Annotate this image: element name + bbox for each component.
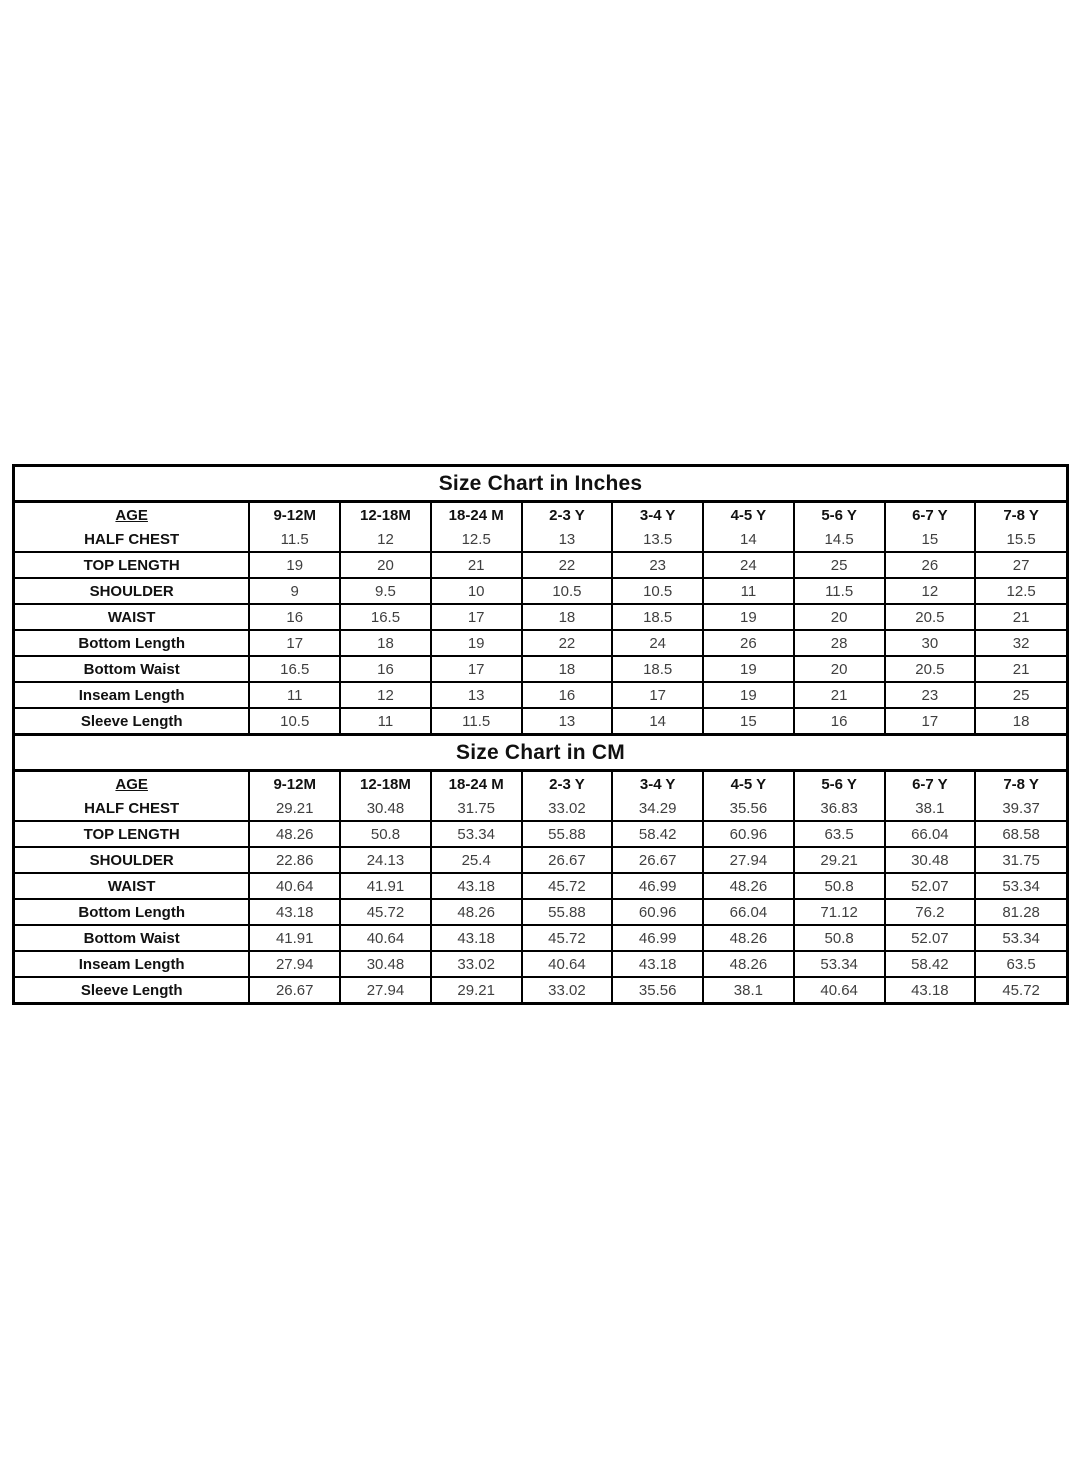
value-cell: 10.5 <box>522 578 613 604</box>
value-cell: 15 <box>703 708 794 733</box>
value-cell: 22 <box>522 630 613 656</box>
value-cell: 58.42 <box>885 951 976 977</box>
value-cell: 12.5 <box>431 527 522 552</box>
value-cell: 15 <box>885 527 976 552</box>
column-header: 12-18M <box>340 772 431 796</box>
value-cell: 45.72 <box>340 899 431 925</box>
value-cell: 66.04 <box>885 821 976 847</box>
value-cell: 36.83 <box>794 796 885 821</box>
value-cell: 12 <box>340 527 431 552</box>
size-table <box>15 503 1066 733</box>
value-cell: 23 <box>612 552 703 578</box>
column-header: 4-5 Y <box>703 772 794 796</box>
row-label: Bottom Waist <box>15 656 249 682</box>
value-cell: 45.72 <box>522 873 613 899</box>
value-cell: 24 <box>703 552 794 578</box>
row-label: HALF CHEST <box>15 796 249 821</box>
column-header: 3-4 Y <box>612 772 703 796</box>
value-cell: 11 <box>703 578 794 604</box>
row-label: Bottom Waist <box>15 925 249 951</box>
table-row <box>15 873 1066 899</box>
row-label: Bottom Length <box>15 899 249 925</box>
value-cell: 33.02 <box>522 977 613 1002</box>
table-title: Size Chart in CM <box>15 736 1066 772</box>
value-cell: 12 <box>885 578 976 604</box>
value-cell: 63.5 <box>975 951 1066 977</box>
value-cell: 20.5 <box>885 656 976 682</box>
value-cell: 52.07 <box>885 873 976 899</box>
value-cell: 68.58 <box>975 821 1066 847</box>
value-cell: 26 <box>703 630 794 656</box>
value-cell: 30.48 <box>885 847 976 873</box>
value-cell: 35.56 <box>703 796 794 821</box>
row-label: SHOULDER <box>15 847 249 873</box>
value-cell: 19 <box>703 682 794 708</box>
value-cell: 43.18 <box>612 951 703 977</box>
age-header: AGE <box>15 772 249 796</box>
value-cell: 28 <box>794 630 885 656</box>
row-label: Inseam Length <box>15 951 249 977</box>
value-cell: 19 <box>703 604 794 630</box>
row-label: WAIST <box>15 604 249 630</box>
value-cell: 11 <box>340 708 431 733</box>
value-cell: 13.5 <box>612 527 703 552</box>
value-cell: 16 <box>249 604 340 630</box>
value-cell: 10.5 <box>612 578 703 604</box>
value-cell: 33.02 <box>522 796 613 821</box>
value-cell: 55.88 <box>522 821 613 847</box>
value-cell: 9.5 <box>340 578 431 604</box>
value-cell: 40.64 <box>794 977 885 1002</box>
value-cell: 50.8 <box>340 821 431 847</box>
value-cell: 21 <box>975 656 1066 682</box>
value-cell: 13 <box>522 708 613 733</box>
value-cell: 25 <box>975 682 1066 708</box>
column-header: 4-5 Y <box>703 503 794 527</box>
column-header: 2-3 Y <box>522 503 613 527</box>
value-cell: 45.72 <box>975 977 1066 1002</box>
value-cell: 31.75 <box>975 847 1066 873</box>
value-cell: 27.94 <box>340 977 431 1002</box>
value-cell: 24.13 <box>340 847 431 873</box>
size-chart <box>12 464 1069 1005</box>
value-cell: 19 <box>703 656 794 682</box>
value-cell: 16 <box>794 708 885 733</box>
value-cell: 31.75 <box>431 796 522 821</box>
value-cell: 41.91 <box>340 873 431 899</box>
value-cell: 60.96 <box>703 821 794 847</box>
table-row <box>15 925 1066 951</box>
value-cell: 18 <box>975 708 1066 733</box>
value-cell: 63.5 <box>794 821 885 847</box>
value-cell: 11.5 <box>249 527 340 552</box>
value-cell: 13 <box>522 527 613 552</box>
value-cell: 17 <box>431 656 522 682</box>
value-cell: 25 <box>794 552 885 578</box>
value-cell: 30.48 <box>340 796 431 821</box>
value-cell: 30 <box>885 630 976 656</box>
age-header: AGE <box>15 503 249 527</box>
value-cell: 66.04 <box>703 899 794 925</box>
row-label: Sleeve Length <box>15 708 249 733</box>
value-cell: 11.5 <box>794 578 885 604</box>
value-cell: 48.26 <box>703 873 794 899</box>
value-cell: 29.21 <box>794 847 885 873</box>
value-cell: 21 <box>431 552 522 578</box>
value-cell: 43.18 <box>249 899 340 925</box>
value-cell: 55.88 <box>522 899 613 925</box>
value-cell: 22.86 <box>249 847 340 873</box>
value-cell: 14 <box>612 708 703 733</box>
row-label: WAIST <box>15 873 249 899</box>
value-cell: 48.26 <box>431 899 522 925</box>
row-label: HALF CHEST <box>15 527 249 552</box>
value-cell: 26.67 <box>249 977 340 1002</box>
value-cell: 32 <box>975 630 1066 656</box>
column-header: 7-8 Y <box>975 503 1066 527</box>
value-cell: 43.18 <box>885 977 976 1002</box>
value-cell: 53.34 <box>975 925 1066 951</box>
value-cell: 15.5 <box>975 527 1066 552</box>
value-cell: 45.72 <box>522 925 613 951</box>
table-row <box>15 847 1066 873</box>
value-cell: 27.94 <box>249 951 340 977</box>
value-cell: 46.99 <box>612 925 703 951</box>
value-cell: 38.1 <box>703 977 794 1002</box>
value-cell: 34.29 <box>612 796 703 821</box>
value-cell: 71.12 <box>794 899 885 925</box>
row-label: Bottom Length <box>15 630 249 656</box>
value-cell: 53.34 <box>794 951 885 977</box>
value-cell: 20.5 <box>885 604 976 630</box>
value-cell: 25.4 <box>431 847 522 873</box>
header-row <box>15 772 1066 796</box>
value-cell: 18 <box>522 656 613 682</box>
table-row <box>15 656 1066 682</box>
value-cell: 17 <box>612 682 703 708</box>
value-cell: 19 <box>431 630 522 656</box>
value-cell: 52.07 <box>885 925 976 951</box>
size-chart-cm <box>15 733 1066 1002</box>
value-cell: 16 <box>340 656 431 682</box>
value-cell: 43.18 <box>431 925 522 951</box>
value-cell: 17 <box>885 708 976 733</box>
value-cell: 29.21 <box>431 977 522 1002</box>
column-header: 3-4 Y <box>612 503 703 527</box>
value-cell: 48.26 <box>249 821 340 847</box>
value-cell: 27.94 <box>703 847 794 873</box>
column-header: 9-12M <box>249 503 340 527</box>
value-cell: 12.5 <box>975 578 1066 604</box>
table-row <box>15 951 1066 977</box>
value-cell: 10 <box>431 578 522 604</box>
value-cell: 48.26 <box>703 951 794 977</box>
column-header: 18-24 M <box>431 503 522 527</box>
value-cell: 76.2 <box>885 899 976 925</box>
row-label: TOP LENGTH <box>15 821 249 847</box>
row-label: SHOULDER <box>15 578 249 604</box>
row-label: TOP LENGTH <box>15 552 249 578</box>
value-cell: 22 <box>522 552 613 578</box>
value-cell: 27 <box>975 552 1066 578</box>
value-cell: 11.5 <box>431 708 522 733</box>
value-cell: 14 <box>703 527 794 552</box>
value-cell: 40.64 <box>340 925 431 951</box>
value-cell: 60.96 <box>612 899 703 925</box>
value-cell: 40.64 <box>249 873 340 899</box>
value-cell: 17 <box>249 630 340 656</box>
value-cell: 11 <box>249 682 340 708</box>
value-cell: 26 <box>885 552 976 578</box>
value-cell: 26.67 <box>522 847 613 873</box>
value-cell: 13 <box>431 682 522 708</box>
value-cell: 53.34 <box>431 821 522 847</box>
table-row <box>15 796 1066 821</box>
value-cell: 16 <box>522 682 613 708</box>
size-table <box>15 772 1066 1002</box>
column-header: 7-8 Y <box>975 772 1066 796</box>
value-cell: 20 <box>794 656 885 682</box>
table-row <box>15 899 1066 925</box>
value-cell: 20 <box>340 552 431 578</box>
value-cell: 38.1 <box>885 796 976 821</box>
value-cell: 41.91 <box>249 925 340 951</box>
column-header: 2-3 Y <box>522 772 613 796</box>
column-header: 18-24 M <box>431 772 522 796</box>
table-title: Size Chart in Inches <box>15 467 1066 503</box>
value-cell: 10.5 <box>249 708 340 733</box>
value-cell: 18.5 <box>612 604 703 630</box>
value-cell: 16.5 <box>340 604 431 630</box>
table-row <box>15 682 1066 708</box>
value-cell: 24 <box>612 630 703 656</box>
value-cell: 26.67 <box>612 847 703 873</box>
value-cell: 39.37 <box>975 796 1066 821</box>
table-row <box>15 578 1066 604</box>
table-row <box>15 604 1066 630</box>
row-label: Inseam Length <box>15 682 249 708</box>
value-cell: 14.5 <box>794 527 885 552</box>
table-row <box>15 552 1066 578</box>
value-cell: 30.48 <box>340 951 431 977</box>
value-cell: 23 <box>885 682 976 708</box>
value-cell: 17 <box>431 604 522 630</box>
value-cell: 20 <box>794 604 885 630</box>
value-cell: 21 <box>975 604 1066 630</box>
value-cell: 43.18 <box>431 873 522 899</box>
value-cell: 81.28 <box>975 899 1066 925</box>
value-cell: 35.56 <box>612 977 703 1002</box>
column-header: 5-6 Y <box>794 772 885 796</box>
column-header: 6-7 Y <box>885 503 976 527</box>
value-cell: 18.5 <box>612 656 703 682</box>
table-row <box>15 708 1066 733</box>
value-cell: 33.02 <box>431 951 522 977</box>
row-label: Sleeve Length <box>15 977 249 1002</box>
table-row <box>15 821 1066 847</box>
value-cell: 9 <box>249 578 340 604</box>
column-header: 5-6 Y <box>794 503 885 527</box>
column-header: 9-12M <box>249 772 340 796</box>
value-cell: 19 <box>249 552 340 578</box>
table-row <box>15 630 1066 656</box>
value-cell: 58.42 <box>612 821 703 847</box>
table-row <box>15 527 1066 552</box>
value-cell: 50.8 <box>794 925 885 951</box>
value-cell: 16.5 <box>249 656 340 682</box>
value-cell: 29.21 <box>249 796 340 821</box>
value-cell: 46.99 <box>612 873 703 899</box>
size-chart-inches <box>15 467 1066 733</box>
value-cell: 18 <box>522 604 613 630</box>
value-cell: 48.26 <box>703 925 794 951</box>
table-row <box>15 977 1066 1002</box>
header-row <box>15 503 1066 527</box>
value-cell: 12 <box>340 682 431 708</box>
value-cell: 40.64 <box>522 951 613 977</box>
value-cell: 18 <box>340 630 431 656</box>
value-cell: 50.8 <box>794 873 885 899</box>
column-header: 6-7 Y <box>885 772 976 796</box>
value-cell: 53.34 <box>975 873 1066 899</box>
column-header: 12-18M <box>340 503 431 527</box>
value-cell: 21 <box>794 682 885 708</box>
